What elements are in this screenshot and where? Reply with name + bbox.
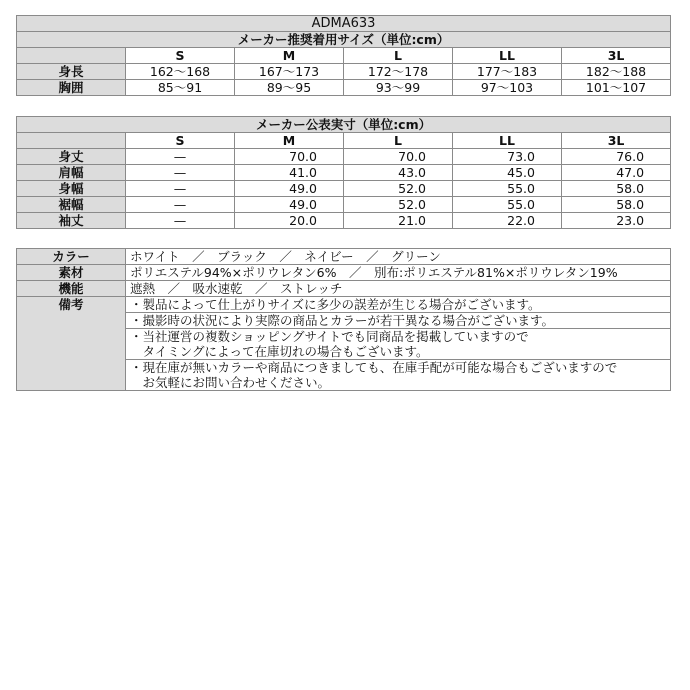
- row-label-chest: 胸囲: [17, 80, 126, 96]
- cell-value: 172〜178: [344, 64, 453, 80]
- cell-value: 89〜95: [235, 80, 344, 96]
- note-line: ・当社運営の複数ショッピングサイトでも同商品を掲載していますので: [130, 329, 529, 344]
- note-block: [126, 360, 671, 391]
- cell-value: 55.0: [453, 181, 562, 197]
- cell-value: 55.0: [453, 197, 562, 213]
- note-line: ・現在庫が無いカラーや商品につきましても、在庫手配が可能な場合もございますので: [130, 360, 618, 375]
- cell-value: 43.0: [344, 165, 453, 181]
- material-label: 素材: [17, 265, 126, 281]
- cell-value: 70.0: [344, 149, 453, 165]
- cell-value: —: [126, 181, 235, 197]
- row-label-body-width: 身幅: [17, 181, 126, 197]
- cell-value: 47.0: [562, 165, 671, 181]
- cell-value: —: [126, 149, 235, 165]
- cell-value: 22.0: [453, 213, 562, 229]
- product-info-table: [16, 248, 671, 391]
- cell-value: 58.0: [562, 197, 671, 213]
- note-block: [126, 329, 671, 360]
- corner-cell: [17, 133, 126, 149]
- cell-value: 20.0: [235, 213, 344, 229]
- row-label-sleeve-length: 袖丈: [17, 213, 126, 229]
- actual-measurement-title: メーカー公表実寸（単位:cm）: [17, 117, 671, 133]
- recommended-size-table: [16, 15, 671, 96]
- table-row: [17, 281, 671, 297]
- function-label: 機能: [17, 281, 126, 297]
- cell-value: 52.0: [344, 197, 453, 213]
- cell-value: 162〜168: [126, 64, 235, 80]
- cell-value: —: [126, 165, 235, 181]
- cell-value: 167〜173: [235, 64, 344, 80]
- cell-value: 45.0: [453, 165, 562, 181]
- function-value: 遮熱 ／ 吸水速乾 ／ ストレッチ: [126, 281, 671, 297]
- cell-value: 93〜99: [344, 80, 453, 96]
- note-line: ・製品によって仕上がりサイズに多少の誤差が生じる場合がございます。: [126, 297, 671, 313]
- cell-value: 177〜183: [453, 64, 562, 80]
- size-header-ll: LL: [453, 48, 562, 64]
- table-row: [17, 181, 671, 197]
- cell-value: 49.0: [235, 181, 344, 197]
- cell-value: 21.0: [344, 213, 453, 229]
- table-row: [17, 80, 671, 96]
- table-row: [17, 265, 671, 281]
- table-row: [17, 149, 671, 165]
- size-header-3l: 3L: [562, 48, 671, 64]
- cell-value: 85〜91: [126, 80, 235, 96]
- cell-value: 41.0: [235, 165, 344, 181]
- cell-value: 58.0: [562, 181, 671, 197]
- cell-value: 97〜103: [453, 80, 562, 96]
- color-label: カラー: [17, 249, 126, 265]
- size-header-ll: LL: [453, 133, 562, 149]
- cell-value: 182〜188: [562, 64, 671, 80]
- table-row: [17, 297, 671, 313]
- size-header-m: M: [235, 48, 344, 64]
- cell-value: 73.0: [453, 149, 562, 165]
- table-row: [17, 249, 671, 265]
- cell-value: 76.0: [562, 149, 671, 165]
- recommended-size-title: メーカー推奨着用サイズ（単位:cm）: [17, 32, 671, 48]
- corner-cell: [17, 48, 126, 64]
- cell-value: 101〜107: [562, 80, 671, 96]
- row-label-height: 身長: [17, 64, 126, 80]
- model-number: ADMA633: [17, 16, 671, 32]
- table-row: [17, 197, 671, 213]
- cell-value: —: [126, 213, 235, 229]
- table-row: [17, 165, 671, 181]
- size-header-l: L: [344, 48, 453, 64]
- size-header-3l: 3L: [562, 133, 671, 149]
- cell-value: 70.0: [235, 149, 344, 165]
- row-label-shoulder-width: 肩幅: [17, 165, 126, 181]
- row-label-body-length: 身丈: [17, 149, 126, 165]
- note-line: タイミングによって在庫切れの場合もございます。: [130, 344, 429, 359]
- cell-value: —: [126, 197, 235, 213]
- material-value: ポリエステル94%×ポリウレタン6% ／ 別布:ポリエステル81%×ポリウレタン19%: [126, 265, 671, 281]
- table-row: [17, 64, 671, 80]
- row-label-hem-width: 裾幅: [17, 197, 126, 213]
- size-header-m: M: [235, 133, 344, 149]
- cell-value: 52.0: [344, 181, 453, 197]
- cell-value: 49.0: [235, 197, 344, 213]
- color-value: ホワイト ／ ブラック ／ ネイビー ／ グリーン: [126, 249, 671, 265]
- note-line: ・撮影時の状況により実際の商品とカラーが若干異なる場合がございます。: [126, 313, 671, 329]
- actual-measurement-table: [16, 116, 671, 229]
- note-line: お気軽にお問い合わせください。: [130, 375, 331, 390]
- size-header-l: L: [344, 133, 453, 149]
- notes-label: 備考: [17, 297, 126, 391]
- table-row: [17, 213, 671, 229]
- size-header-s: S: [126, 48, 235, 64]
- size-header-s: S: [126, 133, 235, 149]
- cell-value: 23.0: [562, 213, 671, 229]
